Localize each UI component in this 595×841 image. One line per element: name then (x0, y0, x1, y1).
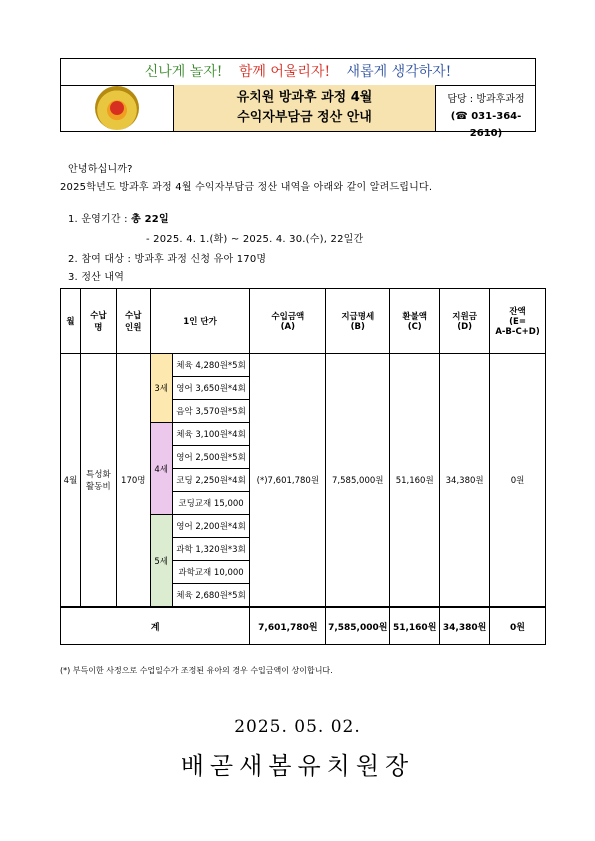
cell-unit-price: 코딩교재 15,000 (172, 492, 250, 515)
table-header-row (61, 289, 546, 354)
header-count: 수납 인원 (116, 289, 150, 354)
cell-unit-price: 영어 2,200원*4회 (172, 515, 250, 538)
greeting: 안녕하십니까? (68, 164, 133, 175)
cell-age-5: 5세 (150, 515, 172, 608)
document-header (60, 85, 536, 139)
cell-unit-price: 체육 3,100원*4회 (172, 423, 250, 446)
header-refund: 환불액 (C) (390, 289, 440, 354)
table-total-row (61, 607, 546, 645)
total-support: 34,380원 (440, 607, 490, 645)
contact-phone: (☎ 031-364-2610) (450, 111, 522, 139)
cell-age-4: 4세 (150, 423, 172, 515)
footnote: (*) 부득이한 사정으로 수업일수가 조정된 유아의 경우 수입금액이 상이합니다. (60, 666, 333, 675)
total-refund: 51,160원 (390, 607, 440, 645)
item-1 (68, 210, 169, 225)
slogan-part-3: 새롭게 생각하자! (346, 64, 452, 80)
cell-unit-price: 영어 2,500원*5회 (172, 446, 250, 469)
cell-age-3: 3세 (150, 354, 172, 423)
intro-body: 2025학년도 방과후 과정 4월 수익자부담금 정산 내역을 아래와 같이 알려드립니다. (60, 182, 433, 193)
document-title (174, 85, 436, 131)
contact-info (437, 85, 535, 139)
header-support: 지원금 (D) (440, 289, 490, 354)
slogan-part-2: 함께 어울리자! (238, 64, 331, 80)
table-row (61, 354, 546, 377)
cell-unit-price: 과학 1,320원*3회 (172, 538, 250, 561)
header-payment: 지급명세 (B) (326, 289, 390, 354)
total-payment: 7,585,000원 (326, 607, 390, 645)
cell-refund: 51,160원 (390, 354, 440, 608)
title-line-2: 수익자부담금 정산 안내 (237, 110, 372, 125)
item-1-label: 1. 운영기간 : (68, 214, 132, 225)
logo-cell (61, 85, 174, 131)
cell-month: 4월 (61, 354, 81, 608)
cell-unit-price: 체육 2,680원*5회 (172, 584, 250, 608)
cell-count: 170명 (116, 354, 150, 608)
total-balance: 0원 (490, 607, 546, 645)
kindergarten-logo-icon (95, 86, 139, 130)
slogan-banner (60, 58, 536, 86)
header-balance: 잔액 (E= A-B-C+D) (490, 289, 546, 354)
item-1-value: 총 22일 (131, 214, 169, 225)
cell-name: 특성화 활동비 (80, 354, 116, 608)
header-month: 월 (61, 289, 81, 354)
cell-unit-price: 영어 3,650원*4회 (172, 377, 250, 400)
item-1-detail: - 2025. 4. 1.(화) ~ 2025. 4. 30.(수), 22일간 (146, 234, 364, 245)
header-income: 수입금액 (A) (250, 289, 326, 354)
cell-unit-price: 음악 3,570원*5회 (172, 400, 250, 423)
settlement-table (60, 288, 546, 645)
total-income: 7,601,780원 (250, 607, 326, 645)
cell-unit-price: 체육 4,280원*5회 (172, 354, 250, 377)
header-name: 수납 명 (80, 289, 116, 354)
issue-date: 2025. 05. 02. (234, 717, 361, 737)
cell-support: 34,380원 (440, 354, 490, 608)
cell-unit-price: 코딩 2,250원*4회 (172, 469, 250, 492)
title-line-1: 유치원 방과후 과정 4월 (236, 90, 373, 105)
item-2: 2. 참여 대상 : 방과후 과정 신청 유아 170명 (68, 254, 267, 265)
slogan-part-1: 신나게 놀자! (144, 64, 223, 80)
cell-unit-price: 과학교재 10,000 (172, 561, 250, 584)
header-unit-price: 1인 단가 (150, 289, 250, 354)
contact-label: 담당 : 방과후과정 (447, 94, 525, 105)
cell-payment: 7,585,000원 (326, 354, 390, 608)
total-label: 계 (61, 607, 250, 645)
cell-income: (*)7,601,780원 (250, 354, 326, 608)
signature: 배곧새봄유치원장 (180, 752, 415, 780)
item-3: 3. 정산 내역 (68, 272, 125, 283)
cell-balance: 0원 (490, 354, 546, 608)
